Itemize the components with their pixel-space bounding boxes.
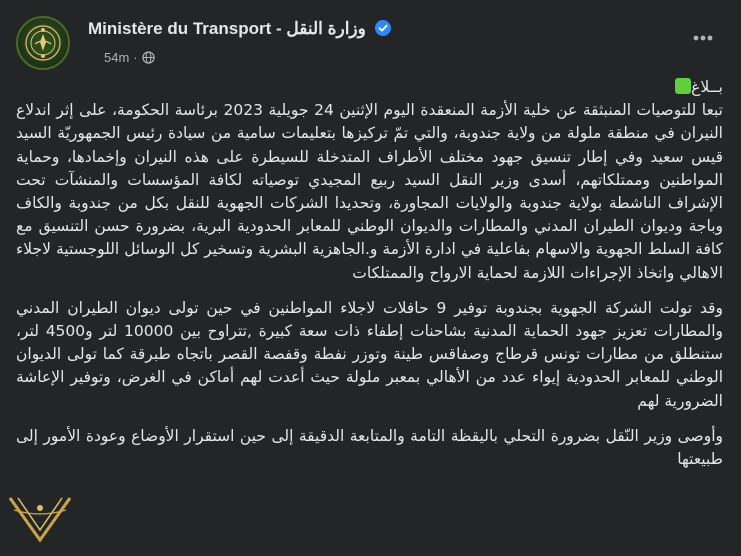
paragraph-gap bbox=[16, 285, 723, 297]
post-header bbox=[16, 12, 725, 68]
post-title-line bbox=[16, 76, 723, 99]
verified-badge-icon bbox=[375, 20, 391, 41]
more-options-button[interactable] bbox=[685, 26, 721, 50]
green-square-icon bbox=[675, 78, 691, 94]
page-avatar[interactable] bbox=[16, 16, 70, 70]
post-paragraph-3: وأوصى وزير النّقل بضرورة التحلي باليقظة التامة والمتابعة الدقيقة إلى حين استقرار الأوضاع وعودة الأمور إلى طبيعتها bbox=[16, 426, 723, 469]
ministry-emblem-icon bbox=[18, 18, 68, 68]
globe-icon[interactable] bbox=[142, 51, 155, 67]
page-name-text: Ministère du Transport - وزارة النقل bbox=[88, 19, 366, 38]
post-title: بــلاغ bbox=[691, 78, 723, 96]
watermark-logo-icon bbox=[0, 488, 80, 556]
post-body bbox=[16, 76, 723, 471]
meta-separator: · bbox=[133, 50, 138, 65]
page-name-link[interactable] bbox=[88, 19, 391, 41]
more-options-icon bbox=[685, 26, 721, 50]
post-paragraph-2: وقد تولت الشركة الجهوية بجندوبة توفير 9 حافلات لاجلاء المواطنين في حين تولى ديوان الطيران المدني والمطارات تعزيز جهود الحماية المدنية بشاحنات إطفاء ذات سعة كبيرة ,تتراوح بين 10000 لتر و4500 لتر، ستنطلق من مطارات تونس قرطاج وصفاقس طينة وتوزر نفطة وقفصة القصر باتجاه طبرقة كما تولى الديوان الوطني للمعابر الحدودية إيواء عدد من الأهالي بمعبر ملولة حيث أعدت لهم أماكن في الغرض، وتوفير الإعاشة الضرورية لهم bbox=[16, 298, 723, 410]
paragraph-gap bbox=[16, 413, 723, 425]
post-timestamp[interactable]: 54m bbox=[104, 50, 130, 65]
post-meta bbox=[104, 50, 155, 67]
post-paragraph-1: تبعا للتوصيات المنبثقة عن خلية الأزمة المنعقدة اليوم الإثنين 24 جويلية 2023 برئاسة الحكومة، على إثر اندلاع النيران في منطقة ملولة من ولاية جندوبة، والتي تمّ تركيزها بتعليمات سامية من سيادة رئيس الجمهوريّة السيد قيس سعيد وفي إطار تنسيق جهود مختلف الأطراف المتدخلة للسيطرة على هذه النيران وإخمادها، وحماية المواطنين وممتلكاتهم، أسدى وزير النقل السيد ربيع المجيدي توصياته لكافة المؤسسات والمنشآت تحت الإشراف الناشطة بولاية جندوبة والولايات المجاورة، وتحديدا الشركات الجهوية للنقل بكل من جندوبة والكاف وباجة وديوان الطيران المدني والمطارات والديوان الوطني للمعابر الحدودية البرية، بضرورة حسن التنسيق مع كافة السلط الجهوية والاسهام بفاعلية في ادارة الأزمة و.الجاهزية البشرية وتسخير كل الوسائل اللوجستية لاجلاء الاهالي واتخاذ الإجراءات اللازمة لحماية الارواح والممتلكات bbox=[16, 101, 723, 282]
